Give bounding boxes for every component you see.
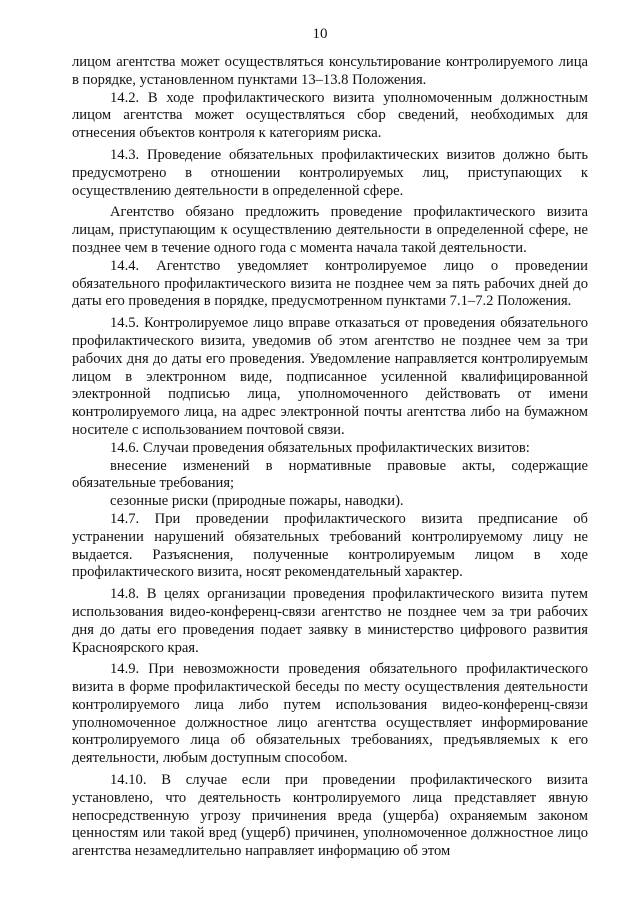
paragraph-14-9: 14.9. При невозможности проведения обязательного профилактического визита в форме профилактической беседы по месту осуществления деятельности контролируемого лица либо путем использования видео-конференц-связи уполномоченное должностное лицо агентства осуществляет информирование контролируемого лица об обязательных требованиях, предъявляемых к его деятельности, любым доступным способом. xyxy=(72,661,588,767)
page-number: 10 xyxy=(312,26,328,42)
paragraph-agency-obligation: Агентство обязано предложить проведение профилактического визита лицам, приступающим к осуществлению деятельности в определенной сфере, не позднее чем в течение одного года с момента начала такой деятельности. xyxy=(72,204,588,256)
paragraph-14-5: 14.5. Контролируемое лицо вправе отказаться от проведения обязательного профилактического визита, уведомив об этом агентство не позднее чем за три рабочих дня до даты его проведения. Уведомление направляется контролируемым лицом в электронном виде, подписанное усиленной квалифицированной электронной подписью лица, уполномоченного действовать от имени контролируемого лица, на адрес электронной почты агентства либо на бумажном носителе с использованием почтовой связи. xyxy=(72,315,588,438)
paragraph-continuation: лицом агентства может осуществляться консультирование контролируемого лица в порядке, установленном пунктами 13–13.8 Положения. xyxy=(72,54,588,88)
paragraph-14-3: 14.3. Проведение обязательных профилактических визитов должно быть предусмотрено в отношении контролируемых лиц, приступающих к осуществлению деятельности в определенной сфере. xyxy=(72,146,588,199)
paragraph-14-6: 14.6. Случаи проведения обязательных профилактических визитов: xyxy=(110,439,530,456)
paragraph-14-10: 14.10. В случае если при проведении профилактического визита установлено, что деятельность контролируемого лица представляет явную непосредственную угрозу причинения вреда (ущерба) охраняемым законом ценностям или такой вред (ущерб) причинен, уполномоченное должностное лицо агентства незамедлительно направляет информацию об этом xyxy=(72,772,588,860)
paragraph-14-8: 14.8. В целях организации проведения профилактического визита путем использования видео-конференц-связи агентство не позднее чем за три рабочих дня до даты его проведения подает заявку в министерство цифрового развития Красноярского края. xyxy=(72,586,588,656)
document-body xyxy=(72,54,588,861)
paragraph-14-4: 14.4. Агентство уведомляет контролируемое лицо о проведении обязательного профилактического визита не позднее чем за пять рабочих дней до даты его проведения в порядке, предусмотренном пунктами 7.1–7.2 Положения. xyxy=(72,257,588,310)
list-item-legislation-changes: внесение изменений в нормативные правовые акты, содержащие обязательные требования; xyxy=(72,457,588,492)
paragraph-14-2: 14.2. В ходе профилактического визита уполномоченным должностным лицом агентства может осуществляться сбор сведений, необходимых для отнесения объектов контроля к категориям риска. xyxy=(72,89,588,142)
list-item-seasonal-risks: сезонные риски (природные пожары, наводки). xyxy=(110,493,404,510)
paragraph-14-7: 14.7. При проведении профилактического визита предписание об устранении нарушений обязательных требований контролируемому лицу не выдается. Разъяснения, полученные контролируемым лицом в ходе профилактического визита, носят рекомендательный характер. xyxy=(72,510,588,581)
